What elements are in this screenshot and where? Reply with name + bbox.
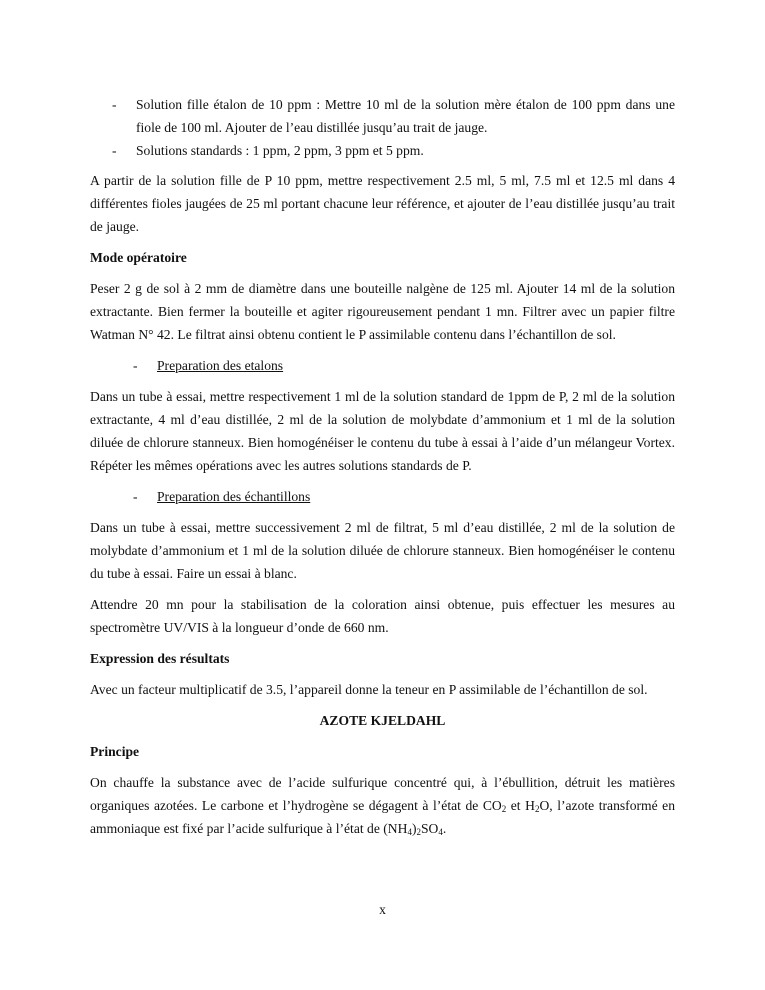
bullet-text: Solutions standards : 1 ppm, 2 ppm, 3 ppm et 5 ppm.	[136, 143, 424, 158]
paragraph-dilution: A partir de la solution fille de P 10 ppm, mettre respectivement 2.5 ml, 5 ml, 7.5 ml et 12.5 ml dans 4 différentes fioles jaugées de 25 ml portant chacune leur référence, et ajouter de l’eau distillée jusqu’au trait de jauge.	[90, 173, 675, 234]
solution-bullet-list	[90, 93, 675, 162]
subheading-etalons	[90, 354, 675, 377]
bullet-dash: -	[133, 489, 138, 504]
bullet-dash: -	[112, 143, 117, 158]
page-number: x	[379, 902, 386, 917]
paragraph-mode-operatoire: Peser 2 g de sol à 2 mm de diamètre dans une bouteille nalgène de 125 ml. Ajouter 14 ml de la solution extractante. Bien fermer la bouteille et agiter rigoureusement pendant 1 mn. Filtrer avec un papier filtre Watman N° 42. Le filtrat ainsi obtenu contient le P assimilable contenu dans l’échantillon de sol.	[90, 281, 675, 342]
principe-text-3: O, l’azote transformé en ammoniaque est fixé par l’acide sulfurique à l’état de (NH	[90, 798, 675, 836]
subheading-etalons-label: Preparation des etalons	[157, 358, 284, 373]
principe-text-5: SO	[420, 821, 439, 836]
heading-expression-resultats: Expression des résultats	[90, 651, 230, 666]
subheading-echantillons	[90, 485, 675, 508]
bullet-dash: -	[133, 358, 138, 373]
paragraph-echantillons: Dans un tube à essai, mettre successivement 2 ml de filtrat, 5 ml d’eau distillée, 2 ml de la solution de molybdate d’ammonium et 1 ml de la solution diluée de chlorure stanneux. Bien homogénéiser le contenu du tube à essai. Faire un essai à blanc.	[90, 520, 675, 581]
subscript: 4	[438, 827, 443, 837]
bullet-text: Solution fille étalon de 10 ppm : Mettre 10 ml de la solution mère étalon de 100 ppm dans une fiole de 100 ml. Ajouter de l’eau distillée jusqu’au trait de jauge.	[136, 97, 675, 135]
list-item	[90, 93, 675, 139]
subscript: 2	[416, 827, 421, 837]
subscript: 2	[534, 804, 540, 814]
principe-text-4: )	[411, 821, 417, 836]
subscript: 4	[407, 827, 412, 837]
heading-mode-operatoire: Mode opératoire	[90, 250, 187, 265]
section-title-azote: AZOTE KJELDAHL	[319, 713, 446, 728]
subheading-echantillons-label: Preparation des échantillons	[157, 489, 311, 504]
paragraph-attendre: Attendre 20 mn pour la stabilisation de la coloration ainsi obtenue, puis effectuer les mesures au spectromètre UV/VIS à la longueur d’onde de 660 nm.	[90, 597, 675, 635]
paragraph-etalons: Dans un tube à essai, mettre respectivement 1 ml de la solution standard de 1ppm de P, 2 ml de la solution extractante, 4 ml d’eau distillée, 2 ml de la solution de molybdate d’ammonium et 1 ml de la solution diluée de chlorure stanneux. Bien homogénéiser le contenu du tube à essai à l’aide d’un mélangeur Vortex. Répéter les mêmes opérations avec les autres solutions standards de P.	[90, 389, 675, 473]
list-item	[90, 139, 675, 162]
subscript: 2	[501, 804, 507, 814]
heading-principe: Principe	[90, 744, 140, 759]
bullet-dash: -	[112, 97, 117, 112]
principe-text-1: On chauffe la substance avec de l’acide sulfurique concentré qui, à l’ébullition, détruit les matières organiques azotées. Le carbone et l’hydrogène se dégagent à l’état de CO	[90, 775, 675, 813]
principe-text-6: .	[442, 821, 447, 836]
page-content	[90, 93, 675, 848]
paragraph-expression: Avec un facteur multiplicatif de 3.5, l’appareil donne la teneur en P assimilable de l’échantillon de sol.	[90, 682, 648, 697]
paragraph-principe	[90, 771, 675, 840]
principe-text-2: et H	[506, 798, 535, 813]
